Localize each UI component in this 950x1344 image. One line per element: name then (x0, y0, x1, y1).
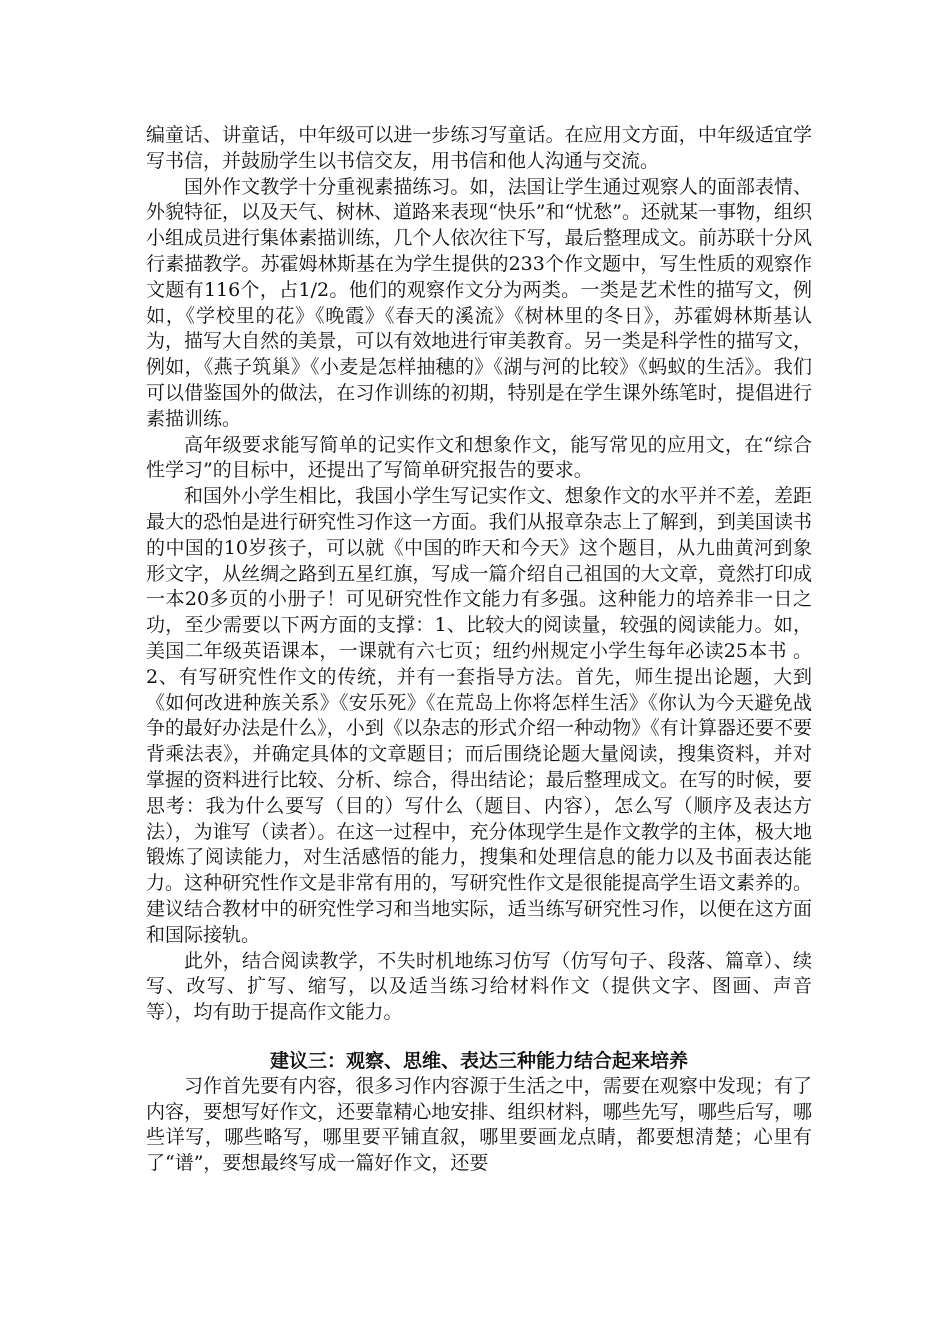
section-heading: 建议三：观察、思维、表达三种能力结合起来培养 (269, 1049, 688, 1072)
paragraph-foreign-sketch-practice: 国外作文教学十分重视素描练习。如，法国让学生通过观察人的面部表情、外貌特征，以及天气、树林、道路来表现“快乐”和“忧愁”。还就某一事物，组织小组成员进行集体素描训练，几个人依次往下写，最后整理成文。前苏联十分风行素描教学。苏霍姆林斯基在为学生提供的233个作文题中，写生性质的观察作文题有116个，占1/2。他们的观察作文分为两类。一类是艺术性的描写文，例如，《学校里的花》《晚霞》《春天的溪流》《树林里的冬日》，苏霍姆林斯基认为，描写大自然的美景，可以有效地进行审美教育。另一类是科学性的描写文，例如，《燕子筑巢》《小麦是怎样抽穗的》《湖与河的比较》《蚂蚁的生活》。我们可以借鉴国外的做法，在习作训练的初期，特别是在学生课外练笔时，提倡进行素描训练。 (146, 175, 812, 430)
paragraph-research-writing: 和国外小学生相比，我国小学生写记实作文、想象作文的水平并不差，差距最大的恐怕是进行研究性习作这一方面。我们从报章杂志上了解到，到美国读书的中国的10岁孩子，可以就《中国的昨天和今天》这个题目，从九曲黄河到象形文字，从丝绸之路到五星红旗，写成一篇介绍自己祖国的大文章，竟然打印成一本20多页的小册子！可见研究性作文能力有多强。这种能力的培养非一日之功，至少需要以下两方面的支撑：1、比较大的阅读量，较强的阅读能力。如，美国二年级英语课本，一课就有六七页；纽约州规定小学生每年必读25本书 。2、有写研究性作文的传统，并有一套指导方法。首先，师生提出论题，大到《如何改进种族关系》《安乐死》《在荒岛上你将怎样生活》《你认为今天避免战争的最好办法是什么》，小到《以杂志的形式介绍一种动物》《有计算器还要不要背乘法表》，并确定具体的文章题目；而后围绕论题大量阅读，搜集资料，并对掌握的资料进行比较、分析、综合，得出结论；最后整理成文。在写的时候，要思考：我为什么要写（目的）写什么（题目、内容），怎么写（顺序及表达方法），为谁写（读者）。在这一过程中，充分体现学生是作文教学的主体，极大地锻炼了阅读能力，对生活感悟的能力，搜集和处理信息的能力以及书面表达能力。这种研究性作文是非常有用的，写研究性作文是很能提高学生语文素养的。建议结合教材中的研究性学习和当地实际，适当练写研究性习作，以便在这方面和国际接轨。 (146, 485, 812, 946)
document-page (146, 123, 812, 1177)
paragraph-senior-grade-requirements: 高年级要求能写简单的记实作文和想象作文，能写常见的应用文，在“综合性学习”的目标中，还提出了写简单研究报告的要求。 (146, 433, 812, 482)
paragraph-continuation: 编童话、讲童话，中年级可以进一步练习写童话。在应用文方面，中年级适宜学写书信，并鼓励学生以书信交友，用书信和他人沟通与交流。 (146, 124, 812, 172)
paragraph-observation-thinking: 习作首先要有内容，很多习作内容源于生活之中，需要在观察中发现；有了内容，要想写好作文，还要靠精心地安排、组织材料，哪些先写，哪些后写，哪些详写，哪些略写，哪里要平铺直叙，哪里要画龙点睛，都要想清楚；心里有了“谱”，要想最终写成一篇好作文，还要 (146, 1074, 812, 1175)
paragraph-reading-integration: 此外，结合阅读教学，不失时机地练习仿写（仿写句子、段落、篇章）、续写、改写、扩写、缩写，以及适当练习给材料作文（提供文字、图画、声音等），均有助于提高作文能力。 (146, 949, 812, 1024)
